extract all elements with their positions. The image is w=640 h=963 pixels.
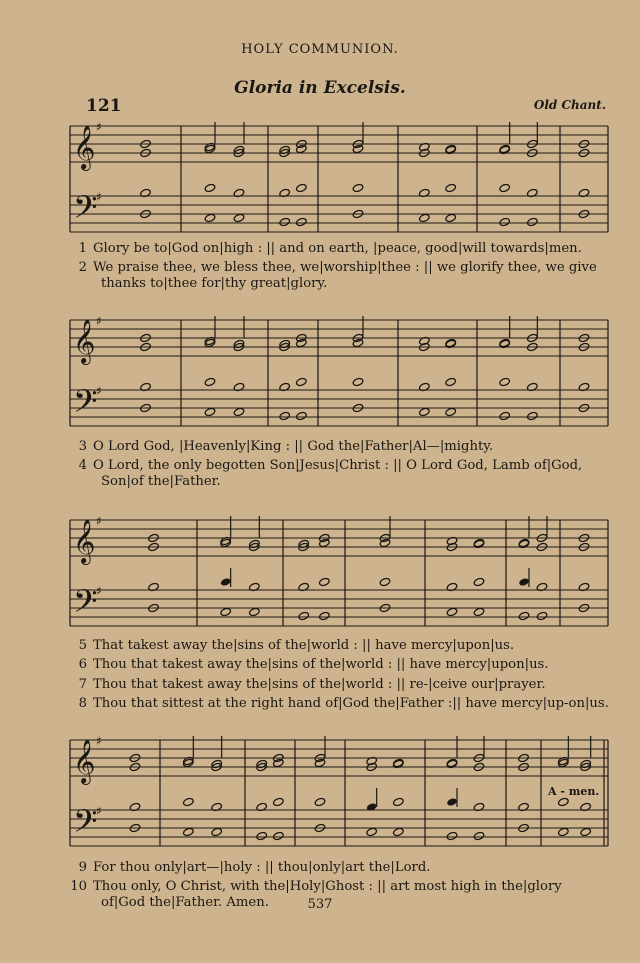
music-system-4 [0, 732, 640, 857]
note-head [558, 797, 570, 806]
note-head [256, 831, 268, 840]
verse-2: 2 We praise thee, we bless thee, we|worship|thee : || we glorify thee, we give [78, 260, 597, 275]
hymn-number: 121 [86, 96, 122, 116]
note-head [204, 213, 216, 222]
quarter-note [220, 577, 232, 586]
bass-clef-icon: 𝄢 [73, 803, 98, 847]
verse-6: 6 Thou that takest away the|sins of the|world : || have mercy|upon|us. [78, 657, 549, 672]
note-head [419, 407, 431, 416]
bass-clef-icon: 𝄢 [73, 189, 98, 233]
sharp-icon: ♯ [96, 734, 102, 748]
verse-1: 1 Glory be to|God on|high : || and on earth, |peace, good|will towards|men. [78, 241, 582, 256]
note-head [233, 213, 245, 222]
verse-4: 4 O Lord, the only begotten Son|Jesus|Christ : || O Lord God, Lamb of|God, [78, 458, 583, 473]
bass-clef-icon: 𝄢 [73, 583, 98, 627]
note-head [473, 831, 485, 840]
note-head [518, 611, 530, 620]
note-head [445, 377, 457, 386]
note-head [536, 611, 548, 620]
note-head [527, 217, 539, 226]
note-head [319, 611, 331, 620]
note-head [527, 411, 539, 420]
staff [70, 740, 608, 776]
note-head [211, 827, 223, 836]
verse-5: 5 That takest away the|sins of the|world : || have mercy|upon|us. [78, 638, 515, 653]
note-head [379, 577, 391, 586]
note-head [204, 407, 216, 416]
note-head [393, 797, 405, 806]
note-head [366, 827, 378, 836]
note-head [183, 827, 195, 836]
note-head [298, 611, 310, 620]
note-head [314, 797, 326, 806]
note-head [419, 213, 431, 222]
sharp-icon: ♯ [96, 120, 102, 134]
sharp-icon: ♯ [96, 514, 102, 528]
note-head [473, 577, 485, 586]
note-head [558, 827, 570, 836]
note-head [296, 217, 308, 226]
note-head [352, 377, 364, 386]
note-head [445, 213, 457, 222]
staff [70, 810, 608, 846]
verse-10-cont: of|God the|Father. Amen. [101, 895, 269, 910]
composer-attribution: Old Chant. [533, 98, 606, 112]
note-head [296, 377, 308, 386]
verse-4-cont: Son|of the|Father. [101, 474, 221, 489]
note-head [273, 797, 285, 806]
sharp-icon: ♯ [96, 190, 102, 204]
sharp-icon: ♯ [96, 314, 102, 328]
treble-clef-icon: 𝄞 [73, 125, 96, 169]
note-head [499, 377, 511, 386]
note-head [393, 827, 405, 836]
note-head [445, 183, 457, 192]
sharp-icon: ♯ [96, 584, 102, 598]
quarter-note [446, 797, 458, 806]
note-head [296, 183, 308, 192]
note-head [445, 407, 457, 416]
amen-label: A - men. [548, 785, 600, 798]
note-head [580, 827, 592, 836]
verse-2-cont: thanks to|thee for|thy great|glory. [101, 276, 328, 291]
note-head [319, 577, 331, 586]
note-head [204, 183, 216, 192]
music-system-1 [0, 118, 640, 243]
note-head [473, 607, 485, 616]
verse-10: 10 Thou only, O Christ, with the|Holy|Ghost : || art most high in the|glory [70, 879, 562, 894]
note-head [183, 797, 195, 806]
page-number: 537 [307, 897, 333, 912]
note-head [499, 183, 511, 192]
verse-7: 7 Thou that takest away the|sins of the|world : || re-|ceive our|prayer. [78, 677, 546, 692]
note-head [279, 217, 291, 226]
note-head [204, 377, 216, 386]
staff [70, 590, 608, 626]
note-head [446, 831, 458, 840]
bass-clef-icon: 𝄢 [73, 383, 98, 427]
note-head [273, 831, 285, 840]
hymn-title: Gloria in Excelsis. [234, 78, 406, 98]
note-head [352, 183, 364, 192]
treble-clef-icon: 𝄞 [73, 319, 96, 363]
section-header: HOLY COMMUNION. [241, 42, 399, 57]
music-system-3 [0, 512, 640, 637]
note-head [249, 607, 261, 616]
verse-9: 9 For thou only|art—|holy : || thou|only|art the|Lord. [78, 860, 431, 875]
sharp-icon: ♯ [96, 804, 102, 818]
quarter-note [518, 577, 530, 586]
note-head [296, 411, 308, 420]
treble-clef-icon: 𝄞 [73, 739, 96, 783]
note-head [233, 407, 245, 416]
note-head [279, 411, 291, 420]
verse-3: 3 O Lord God, |Heavenly|King : || God the|Father|Al—|mighty. [78, 439, 494, 454]
note-head [499, 217, 511, 226]
note-head [446, 607, 458, 616]
verse-8: 8 Thou that sittest at the right hand of|God the|Father :|| have mercy|up-on|us. [78, 696, 609, 711]
note-head [499, 411, 511, 420]
note-head [220, 607, 232, 616]
music-system-2 [0, 312, 640, 437]
treble-clef-icon: 𝄞 [73, 519, 96, 563]
sharp-icon: ♯ [96, 384, 102, 398]
